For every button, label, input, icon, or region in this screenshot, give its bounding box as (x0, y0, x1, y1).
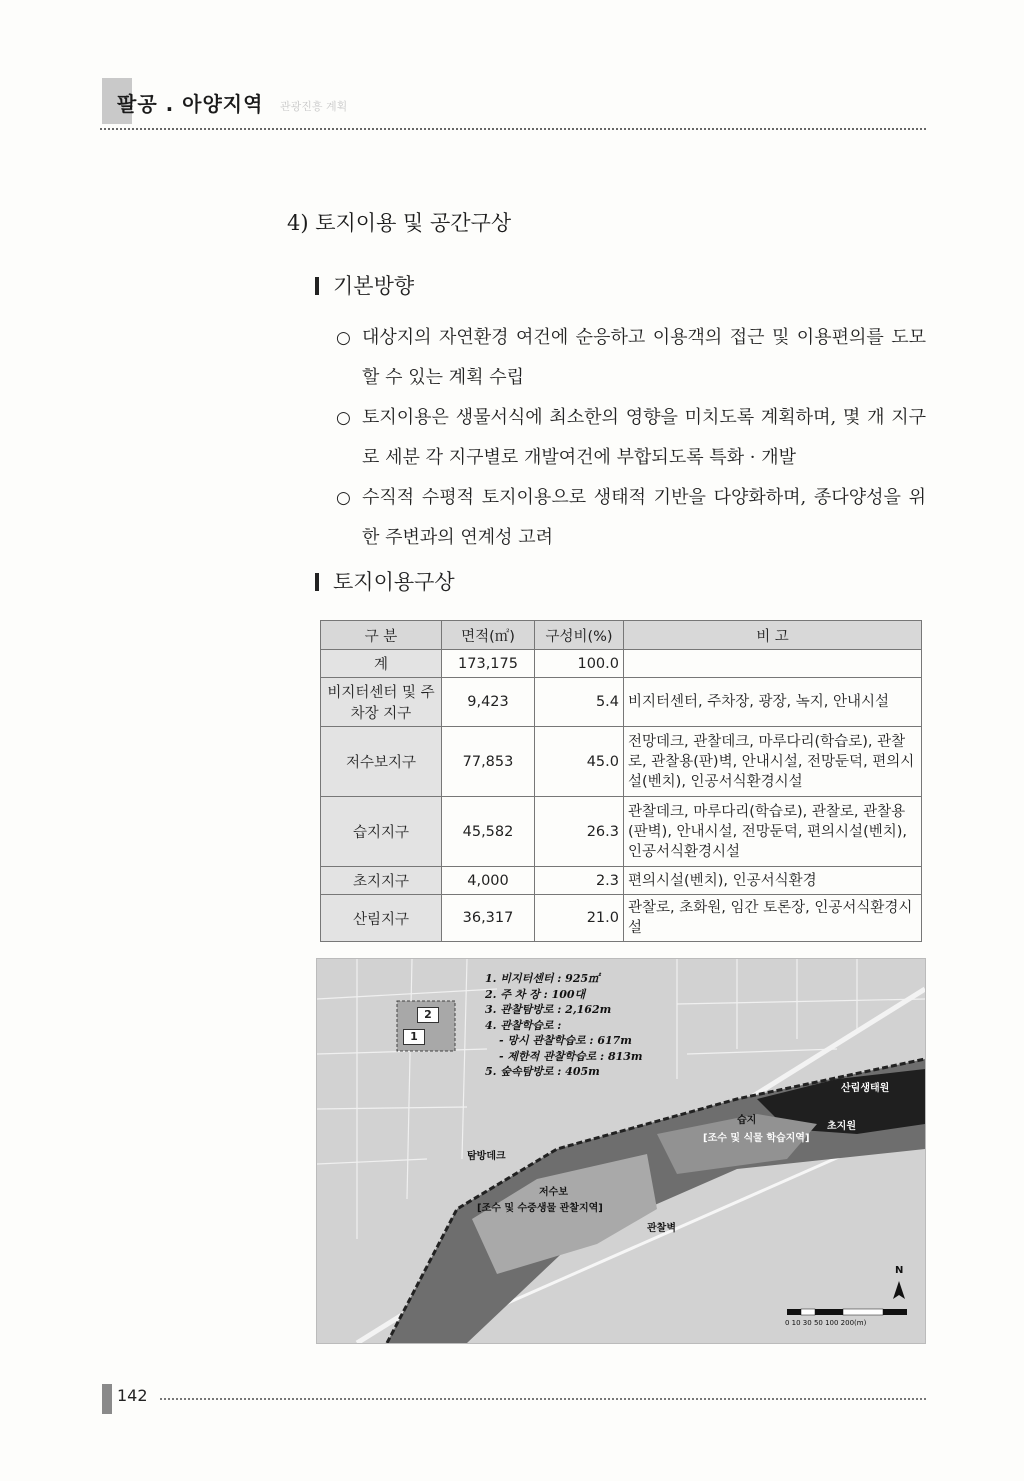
ratio-cell: 45.0 (535, 727, 624, 797)
note-cell: 관찰데크, 마루다리(학습로), 관찰로, 관찰용(판벽), 안내시설, 전망둔덕, 편의시설(벤치), 인공서식환경시설 (624, 797, 922, 867)
bullet-text: 수직적 수평적 토지이용으로 생태적 기반을 다양화하며, 종다양성을 위한 주변과의 연계성 고려 (362, 487, 926, 548)
legend-item: - 제한적 관찰학습로 : 813m (499, 1049, 643, 1063)
site-plan-map (316, 958, 926, 1344)
basic-direction-heading (315, 270, 414, 300)
legend-item: 4. 관찰학습로 : (485, 1018, 562, 1032)
forest-label: 산림생태원 (841, 1083, 890, 1094)
legend-item: 5. 숲속탐방로 : 405m (485, 1065, 600, 1078)
ratio-cell: 100.0 (535, 650, 624, 678)
column-header: 구성비(%) (535, 621, 624, 650)
category-cell: 저수보지구 (321, 727, 442, 797)
legend-item: - 망시 관찰학습로 : 617m (499, 1034, 632, 1047)
table-row (321, 797, 922, 867)
map-legend (485, 971, 643, 1080)
reservoir-label: 저수보 (539, 1187, 568, 1198)
land-use-heading-text: 토지이용구상 (333, 570, 455, 594)
area-cell: 77,853 (442, 727, 535, 797)
circle-bullet-icon: ○ (336, 488, 351, 508)
page-number: 142 (117, 1386, 148, 1405)
note-cell: 편의시설(벤치), 인공서식환경 (624, 867, 922, 895)
bullet-item (336, 398, 926, 478)
category-cell: 비지터센터 및 주차장 지구 (321, 678, 442, 727)
chapter-subtitle: 관광진흥 계획 (280, 100, 348, 113)
note-cell: 비지터센터, 주차장, 광장, 녹지, 안내시설 (624, 678, 922, 727)
wetland-label: 습지 (737, 1115, 757, 1126)
legend-item: 2. 주 차 장 : 100대 (485, 987, 586, 1001)
ratio-cell: 21.0 (535, 895, 624, 942)
table-row (321, 867, 922, 895)
meadow-label: 초지원 (827, 1121, 856, 1132)
wetland-sub-label: [조수 및 식물 학습지역] (703, 1133, 810, 1144)
ratio-cell: 2.3 (535, 867, 624, 895)
table-row (321, 678, 922, 727)
legend-item: 3. 관찰탐방로 : 2,162m (485, 1003, 612, 1016)
area-cell: 36,317 (442, 895, 535, 942)
circle-bullet-icon: ○ (336, 408, 351, 428)
table-header-row (321, 621, 922, 650)
header-divider (100, 128, 926, 130)
table-row (321, 727, 922, 797)
bullet-item (336, 318, 926, 398)
ratio-cell: 5.4 (535, 678, 624, 727)
heading-bar-icon (315, 573, 319, 591)
scale-bar (787, 1309, 907, 1315)
wall-label: 관찰벽 (647, 1223, 676, 1234)
area-cell: 45,582 (442, 797, 535, 867)
section-title: 4) 토지이용 및 공간구상 (287, 211, 512, 235)
area-cell: 173,175 (442, 650, 535, 678)
area-cell: 4,000 (442, 867, 535, 895)
deck-label: 탐방데크 (467, 1151, 506, 1162)
marker-parking: 2 (417, 1007, 439, 1023)
category-cell: 습지지구 (321, 797, 442, 867)
north-label: N (895, 1265, 904, 1276)
category-cell: 계 (321, 650, 442, 678)
marker-visitor-center: 1 (403, 1029, 425, 1045)
table-row (321, 895, 922, 942)
heading-bar-icon (315, 277, 319, 295)
category-cell: 초지지구 (321, 867, 442, 895)
footer-tab-marker (102, 1384, 112, 1414)
chapter-title: 팔공 . 아양지역 (117, 92, 264, 116)
bullet-item (336, 478, 926, 558)
note-cell: 관찰로, 초화원, 임간 토론장, 인공서식환경시설 (624, 895, 922, 942)
category-cell: 산림지구 (321, 895, 442, 942)
bullet-text: 토지이용은 생물서식에 최소한의 영향을 미치도록 계획하며, 몇 개 지구로 세분 각 지구별로 개발여건에 부합되도록 특화 · 개발 (362, 407, 926, 468)
footer-divider (160, 1398, 926, 1400)
reservoir-sub-label: [조수 및 수중생물 관찰지역] (477, 1203, 603, 1214)
scale-label: 0 10 30 50 100 200(m) (785, 1319, 867, 1327)
legend-item: 1. 비지터센터 : 925㎡ (485, 972, 600, 985)
column-header: 비 고 (624, 621, 922, 650)
area-cell: 9,423 (442, 678, 535, 727)
note-cell (624, 650, 922, 678)
circle-bullet-icon: ○ (336, 328, 351, 348)
column-header: 면적(㎡) (442, 621, 535, 650)
basic-direction-heading-text: 기본방향 (333, 274, 415, 298)
ratio-cell: 26.3 (535, 797, 624, 867)
bullet-text: 대상지의 자연환경 여건에 순응하고 이용객의 접근 및 이용편의를 도모할 수 있는 계획 수립 (362, 327, 926, 388)
note-cell: 전망데크, 관찰데크, 마루다리(학습로), 관찰로, 관찰용(판)벽, 안내시설, 전망둔덕, 편의시설(벤치), 인공서식환경시설 (624, 727, 922, 797)
land-use-heading (315, 566, 455, 596)
table-row (321, 650, 922, 678)
column-header: 구 분 (321, 621, 442, 650)
land-use-table (320, 620, 922, 942)
